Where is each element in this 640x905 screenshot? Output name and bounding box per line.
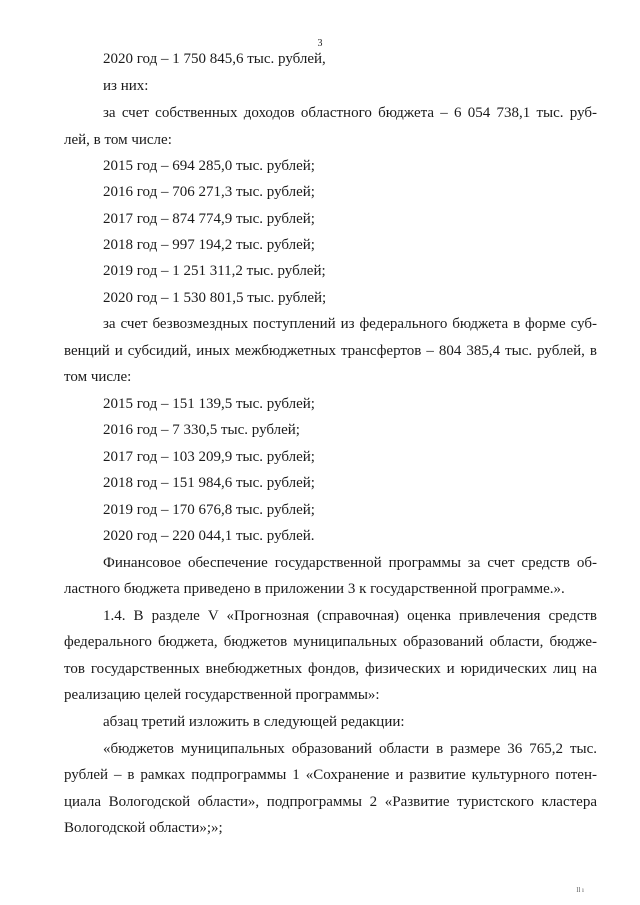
text-line: венций и субсидий, иных межбюджетных трансфертов – 804 385,4 тыс. рублей, в [64,343,597,359]
text-line: 2020 год – 220 044,1 тыс. рублей. [103,528,315,544]
text-line: 2020 год – 1 530 801,5 тыс. рублей; [103,290,327,306]
text-line: ластного бюджета приведено в приложении 3 к государственной программе.». [64,581,565,597]
text-line: 2019 год – 170 676,8 тыс. рублей; [103,502,315,518]
text-line: 2017 год – 874 774,9 тыс. рублей; [103,211,315,227]
text-line: абзац третий изложить в следующей редакции: [103,714,405,730]
text-line: 2017 год – 103 209,9 тыс. рублей; [103,449,315,465]
text-line: реализацию целей государственной программы»: [64,687,380,703]
text-line: Финансовое обеспечение государственной программы за счет средств об- [103,555,597,571]
text-line: 1.4. В разделе V «Прогнозная (справочная) оценка привлечения средств [103,608,597,624]
footer-mark: ll ı [576,886,584,894]
text-line: рублей – в рамках подпрограммы 1 «Сохранение и развитие культурного потен- [64,767,597,783]
text-line: 2015 год – 694 285,0 тыс. рублей; [103,158,315,174]
text-line: 2018 год – 151 984,6 тыс. рублей; [103,475,315,491]
text-line: 2020 год – 1 750 845,6 тыс. рублей, [103,51,326,67]
text-line: «бюджетов муниципальных образований области в размере 36 765,2 тыс. [103,741,597,757]
text-line: лей, в том числе: [64,132,172,148]
text-line: циала Вологодской области», подпрограммы 2 «Развитие туристского кластера [64,794,597,810]
text-line: том числе: [64,369,132,385]
text-line: из них: [103,78,149,94]
text-line: тов государственных внебюджетных фондов, физических и юридических лиц на [64,661,597,677]
text-line: 2019 год – 1 251 311,2 тыс. рублей; [103,263,326,279]
text-line: за счет безвозмездных поступлений из федерального бюджета в форме суб- [103,316,597,332]
text-line: 2015 год – 151 139,5 тыс. рублей; [103,396,315,412]
text-line: за счет собственных доходов областного бюджета – 6 054 738,1 тыс. руб- [103,105,597,121]
text-line: федерального бюджета, бюджетов муниципальных образований области, бюдже- [64,634,597,650]
text-line: 2018 год – 997 194,2 тыс. рублей; [103,237,315,253]
text-line: Вологодской области»;»; [64,820,223,836]
page-number: 3 [317,38,323,49]
text-line: 2016 год – 706 271,3 тыс. рублей; [103,184,315,200]
text-line: 2016 год – 7 330,5 тыс. рублей; [103,422,300,438]
